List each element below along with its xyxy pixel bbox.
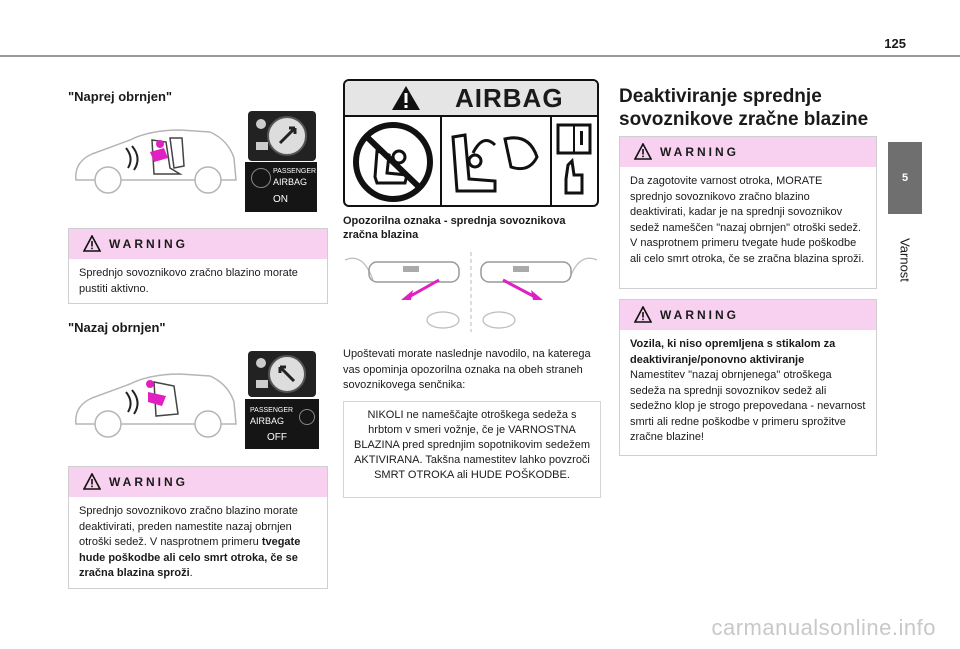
section-title: Deaktiviranje sprednje sovoznikove zračne blazine bbox=[619, 86, 869, 130]
indicator-line1: PASSENGER bbox=[273, 168, 317, 175]
car-forward-illustration bbox=[70, 118, 240, 200]
indicator-line1: PASSENGER bbox=[250, 407, 294, 414]
warning-text-bold: tvegate hude poškodbe ali celo smrt otroka, če se zračna blazina sproži bbox=[79, 536, 301, 579]
indicator-state: ON bbox=[273, 194, 288, 205]
airbag-warning-label bbox=[343, 79, 599, 207]
warning-text bbox=[620, 330, 876, 454]
warning-title: WARNING bbox=[109, 237, 188, 251]
airbag-switch-on bbox=[247, 110, 317, 162]
warning-text-bold: Vozila, ki niso opremljena s stikalom za deaktiviranje/ponovno aktiviranje bbox=[630, 338, 836, 366]
warning-header bbox=[620, 300, 876, 330]
indicator-state: OFF bbox=[267, 432, 287, 443]
label-caption: Opozorilna oznaka - sprednja sovoznikova zračna blazina bbox=[343, 215, 566, 241]
warning-no-switch-box bbox=[619, 299, 877, 456]
warning-triangle-icon bbox=[83, 473, 101, 490]
warning-title: WARNING bbox=[660, 308, 739, 322]
warning-deactivate-box bbox=[619, 136, 877, 289]
warning-text: Sprednjo sovoznikovo zračno blazino morate pustiti aktivno. bbox=[79, 267, 298, 295]
warning-title: WARNING bbox=[109, 475, 188, 489]
indicator-line2: AIRBAG bbox=[250, 416, 285, 426]
warning-header bbox=[69, 229, 327, 259]
no-child-seat-icon bbox=[351, 121, 435, 203]
airbag-switch-off bbox=[247, 350, 317, 398]
warning-header bbox=[620, 137, 876, 167]
indicator-line2: AIRBAG bbox=[273, 177, 308, 187]
instructions-text: Upoštevati morate naslednje navodilo, na katerega vas opominja opozorilna oznaka na obeh straneh sovoznikovega senčnika: bbox=[343, 348, 591, 391]
passenger-airbag-indicator-off bbox=[245, 399, 319, 449]
read-manual-icon bbox=[556, 123, 592, 201]
warning-text-normal: Sprednjo sovoznikovo zračno blazino morate deaktivirati, preden namestite nazaj obrnjen otroški sedež. V nasprotnem primeru bbox=[79, 505, 298, 548]
car-rear-illustration bbox=[70, 362, 240, 444]
warning-text: Da zagotovite varnost otroka, MORATE sprednjo sovoznikovo zračno blazino deaktivirati, kadar je na sprednji sovoznikov sedež nameščen "nazaj obrnjen" otroški sedež. V nasprotnem primeru tvegate hude poškodbe ali celo smrt otroka, če se zračna blazina sproži. bbox=[630, 175, 865, 265]
warning-triangle-icon bbox=[83, 235, 101, 252]
warning-text-end: . bbox=[189, 567, 193, 579]
airbag-off-icon bbox=[299, 409, 315, 425]
visor-notice-box: NIKOLI ne nameščajte otroškega sedeža s hrbtom v smeri vožnje, če je VARNOSTNA BLAZINA pred sprednjim sopotnikovim sedežem AKTIVIRANA. Takšna namestitev lahko povzroči SMRT OTROKA ali HUDE POŠKODBE. bbox=[343, 401, 601, 498]
rear-facing-heading: "Nazaj obrnjen" bbox=[68, 320, 166, 335]
warning-text-normal: Namestitev "nazaj obrnjenega" otroškega sedeža na sprednji sovoznikov sedež ali sedežno klop je strogo prepovedana - nevarnost smrti ali redne poškodbe v primeru sprožitve zračne blazine! bbox=[630, 369, 866, 443]
warning-triangle-icon bbox=[634, 306, 652, 323]
label-title: AIRBAG bbox=[455, 83, 564, 113]
chapter-tab[interactable]: 5 bbox=[888, 142, 922, 214]
page-number: 125 bbox=[884, 36, 906, 51]
warning-text bbox=[69, 497, 327, 590]
passenger-airbag-indicator-on bbox=[245, 162, 317, 212]
warning-triangle-icon bbox=[391, 85, 421, 111]
warning-header bbox=[69, 467, 327, 497]
chapter-label: Varnost bbox=[897, 238, 913, 282]
warning-rear-box bbox=[68, 466, 328, 589]
warning-title: WARNING bbox=[660, 145, 739, 159]
label-header bbox=[345, 81, 597, 117]
warning-forward-box bbox=[68, 228, 328, 304]
sun-visor-illustration bbox=[343, 250, 599, 334]
watermark: carmanualsonline.info bbox=[711, 615, 936, 640]
rear-seat-airbag-icon bbox=[445, 123, 545, 203]
forward-facing-heading: "Naprej obrnjen" bbox=[68, 89, 173, 104]
warning-triangle-icon bbox=[634, 143, 652, 160]
airbag-icon bbox=[251, 168, 271, 188]
header-rule bbox=[0, 55, 960, 57]
